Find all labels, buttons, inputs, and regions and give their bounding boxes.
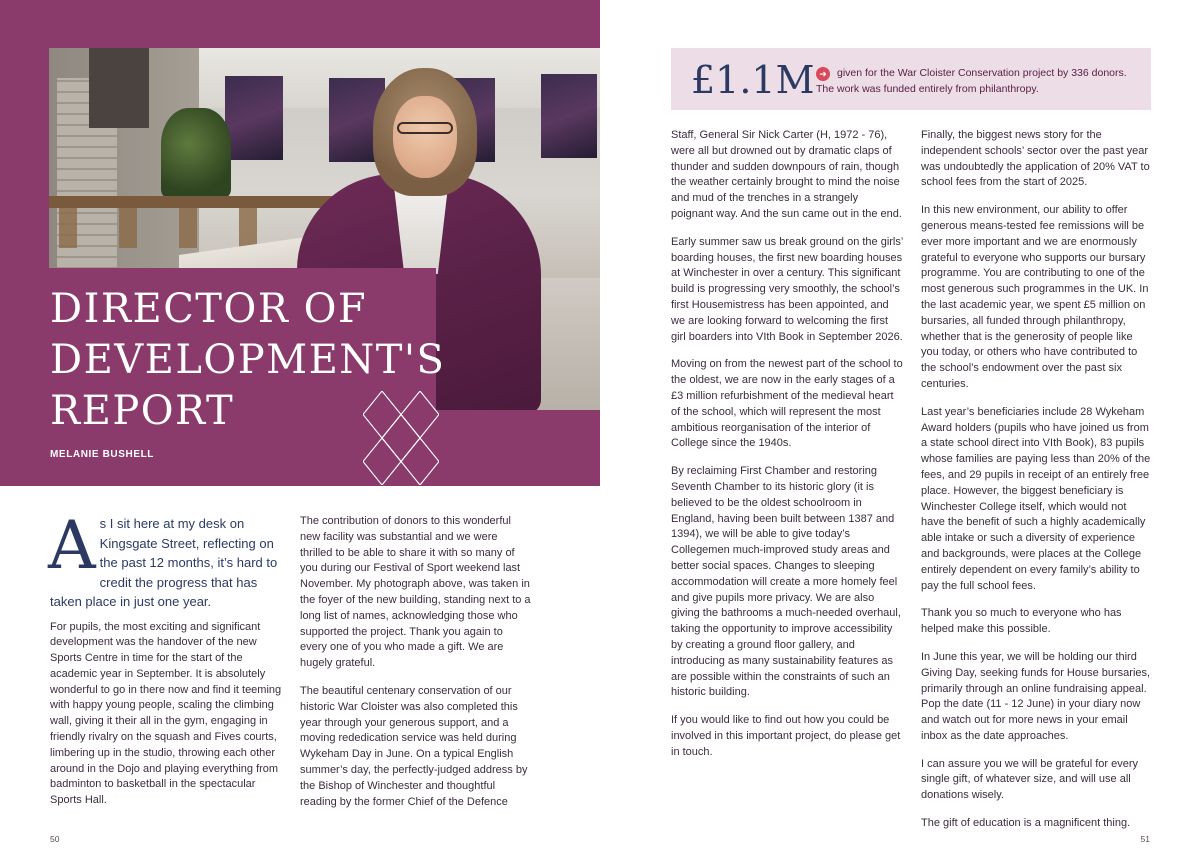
text-column-2 <box>300 514 532 822</box>
body-paragraph: In this new environment, our ability to offer generous means-tested fee remissions will be ever more important and we are enormously grateful to everyone who supports our bursary programme. You are contributing to one of the most generous such programmes in the UK. In the last academic year, we spent £5 million on bursaries, all funded through philanthropy, whether that is the generosity of people like you today, or others who have contributed to the school’s endowment over the past six centuries. <box>921 204 1149 390</box>
body-paragraph: Staff, General Sir Nick Carter (H, 1972 - 76), were all but drowned out by dramatic claps of thunder and sudden downpours of rain, though the weather certainly brought to mind the noise and mud of the trenches in a strangely poignant way. And the sun came out in the end. <box>671 129 902 220</box>
stat-callout <box>671 48 1151 110</box>
body-paragraph: The contribution of donors to this wonderful new facility was substantial and we were thrilled to be able to share it with so many of you during our Festival of Sport weekend last November. My photograph above, was taken in the foyer of the new building, standing next to a long list of names, acknowledging those who supported the project. Thank you again to every one of you who made a gift. We are hugely grateful. <box>300 515 531 670</box>
body-paragraph: If you would like to find out how you could be involved in this important project, do please get in touch. <box>671 714 901 758</box>
body-paragraph: For pupils, the most exciting and significant development was the handover of the new Sports Centre in time for the start of the academic year in September. It is absolutely wonderful to go in there now and find it teeming with happy young people, scaling the climbing wall, giving it their all in the gym, engaging in friendly rivalry on the squash and Fives courts, limbering up in the studio, throwing each other around in the Dojo and playing everything from badminton to basketball in the spectacular Sports Hall. <box>50 620 282 807</box>
body-paragraph: In June this year, we will be holding our third Giving Day, seeking funds for House bursaries, primarily through an online fundraising appeal. Pop the date (11 - 12 June) in your diary now and watch out for more news in your email inbox as the date approaches. <box>921 650 1151 742</box>
text-column-1 <box>48 507 282 821</box>
title-line: DEVELOPMENT'S <box>50 337 446 383</box>
author-name: MELANIE BUSHELL <box>50 449 154 460</box>
body-paragraph: Thank you so much to everyone who has helped make this possible. <box>921 607 1122 636</box>
body-paragraph: The beautiful centenary conservation of our historic War Cloister was also completed this year through your generous support, and a moving rededication service was held during Wykeham Day in June. On a typical English summer’s day, the perfectly-judged address by the Bishop of Winchester and thoughtful reading by the former Chief of the Defence <box>300 684 528 808</box>
arrow-right-circle-icon: ➜ <box>816 67 830 81</box>
body-paragraph: Moving on from the newest part of the school to the oldest, we are now in the early stages of a £3 million refurbishment of the medieval heart of the school, which will represent the most ambitious reorganisation of the interior of College since the 1940s. <box>671 358 903 450</box>
text-column-3 <box>671 128 903 772</box>
body-paragraph: Early summer saw us break ground on the girls’ boarding houses, the first new boarding houses at Winchester in over a century. This significant build is progressing very smoothly, the school’s first Housemistress has been appointed, and we are looking forward to welcoming the first girl boarders into VIth Book in September 2026. <box>671 235 903 343</box>
intro-paragraph <box>48 507 282 612</box>
intro-text: s I sit here at my desk on Kingsgate Street, reflecting on the past 12 months, it’s hard to credit the progress that has taken place in just one year. <box>50 516 278 609</box>
text-column-4 <box>921 128 1153 844</box>
page-number-right: 51 <box>1140 834 1150 844</box>
body-paragraph: Last year’s beneficiaries include 28 Wykeham Award holders (pupils who have joined us from a state school direct into VIth Book), 83 pupils whose families are paying less than 20% of the fees, and 29 pupils in receipt of an entirely free place. However, the biggest beneficiary is Winchester College itself, which would not have the benefit of such a highly academically able intake or such a diversity of experience and backgrounds, were places at the College entirely dependent on every family’s ability to pay the full school fees. <box>921 405 1151 592</box>
page-number-left: 50 <box>50 834 60 844</box>
body-paragraph: The gift of education is a magnificent thing. <box>921 817 1131 830</box>
drop-cap: A <box>48 507 96 584</box>
title-line: REPORT <box>50 388 235 434</box>
stat-value: £1.1M <box>691 58 815 102</box>
title-line: DIRECTOR OF <box>50 286 368 332</box>
stat-description: given for the War Cloister Conservation project by 336 donors. The work was funded entirely from philanthropy. <box>816 67 1127 95</box>
body-paragraph: I can assure you we will be grateful for every single gift, of whatever size, and will use all donations wisely. <box>921 757 1139 802</box>
body-paragraph: By reclaiming First Chamber and restoring Seventh Chamber to its historic glory (it is believed to be the oldest schoolroom in England, having been built between 1387 and 1394), we will be able to give today’s Collegemen much-improved study areas and better social spaces. Changes to sleeping accommodation will create a more homely feel and give pupils more privacy. We are also giving the bathrooms a much-needed overhaul, taking the opportunity to improve accessibility by creating a ground floor gallery, and introducing as many sustainability features as are possible within the constraints of such an historic building. <box>671 465 901 699</box>
body-paragraph: Finally, the biggest news story for the independent schools’ sector over the past year was undoubtedly the application of 20% VAT to school fees from the start of 2025. <box>921 129 1150 189</box>
diamond-lattice-icon <box>363 391 439 485</box>
